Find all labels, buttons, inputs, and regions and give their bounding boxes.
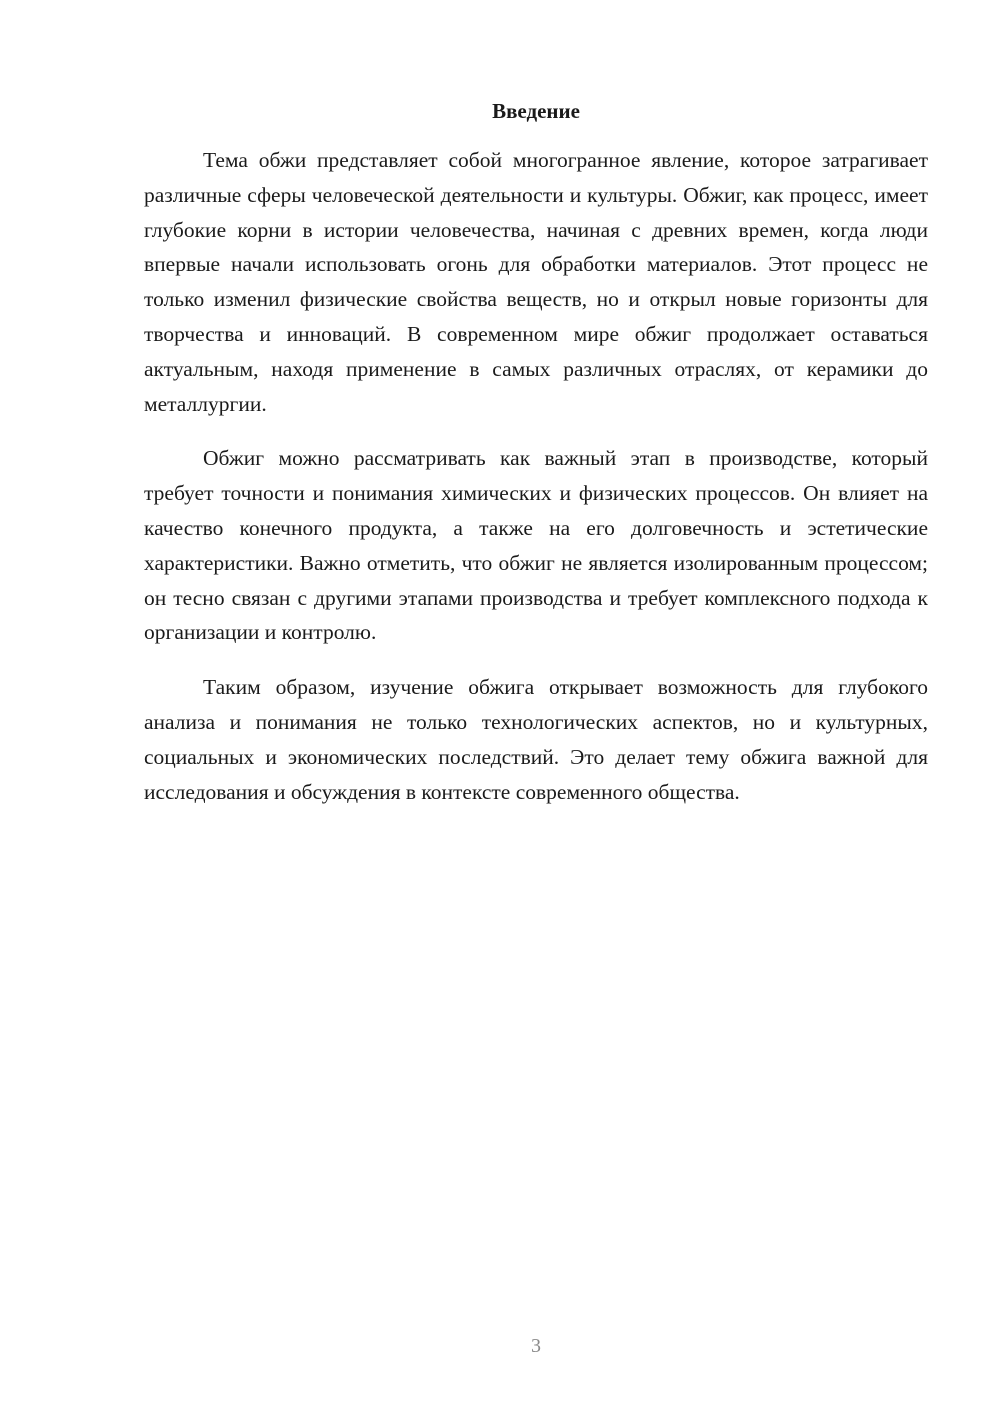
paragraph-2: Обжиг можно рассматривать как важный этап в производстве, который требует точности и понимания химических и физических процессов. Он влияет на качество конечного продукта, а также на его долговечность и эстетические характеристики. Важно отметить, что обжиг не является изолированным процессом; он тесно связан с другими этапами производства и требует комплексного подхода к организации и контролю.	[144, 446, 928, 645]
paragraph-1: Тема обжи представляет собой многогранное явление, которое затрагивает различные сферы человеческой деятельности и культуры. Обжиг, как процесс, имеет глубокие корни в истории человечества, начиная с древних времен, когда люди впервые начали использовать огонь для обработки материалов. Этот процесс не только изменил физические свойства веществ, но и открыл новые горизонты для творчества и инноваций. В современном мире обжиг продолжает оставаться актуальным, находя применение в самых различных отраслях, от керамики до металлургии.	[144, 148, 928, 416]
paragraph-3: Таким образом, изучение обжига открывает возможность для глубокого анализа и понимания не только технологических аспектов, но и культурных, социальных и экономических последствий. Это делает тему обжига важной для исследования и обсуждения в контексте современного общества.	[144, 675, 928, 804]
body-text	[144, 143, 928, 829]
section-heading: Введение	[492, 99, 580, 123]
page-number: 3	[531, 1335, 541, 1357]
